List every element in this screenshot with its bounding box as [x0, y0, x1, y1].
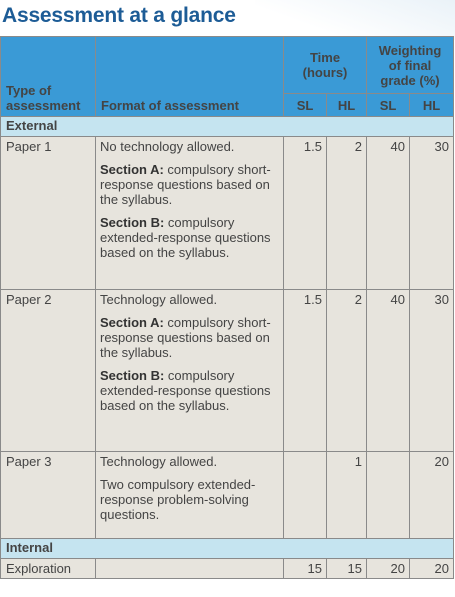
format-extra: Two compulsory extended-response problem-solving questions. — [100, 477, 256, 522]
header-type-line-2: assessment — [6, 98, 81, 113]
weight-sl-value — [367, 452, 410, 539]
format-section-a — [100, 162, 280, 207]
assessment-type: Paper 2 — [1, 290, 96, 452]
page-title: Assessment at a glance — [2, 4, 236, 27]
assessment-type: Paper 3 — [1, 452, 96, 539]
format-intro: Technology allowed. — [100, 292, 218, 307]
table-row — [1, 137, 454, 290]
header-weight-hl: HL — [410, 94, 454, 117]
section-b-text: compulsory extended-response questions based on the syllabus. — [100, 215, 271, 260]
assessment-format — [96, 452, 284, 539]
table-row — [1, 559, 454, 579]
section-a-label: Section A: — [100, 162, 164, 177]
table-row — [1, 290, 454, 452]
header-type-line-1: Type of — [6, 83, 52, 98]
section-row-internal — [1, 539, 454, 559]
format-section-b — [100, 368, 280, 413]
assessment-table — [0, 36, 454, 579]
time-sl-value — [284, 452, 327, 539]
time-hl-value: 2 — [327, 137, 367, 290]
header-weighting-line-3: grade (%) — [380, 72, 440, 88]
time-hl-value: 2 — [327, 290, 367, 452]
header-weighting-line-2: of final — [388, 57, 432, 73]
header-time-sl: SL — [284, 94, 327, 117]
assessment-format — [96, 559, 284, 579]
header-time-hl: HL — [327, 94, 367, 117]
weight-hl-value: 20 — [410, 559, 454, 579]
assessment-format — [96, 290, 284, 452]
time-sl-value: 1.5 — [284, 137, 327, 290]
header-weighting — [367, 37, 454, 94]
section-b-label: Section B: — [100, 368, 165, 383]
format-section-a — [100, 315, 280, 360]
header-weight-sl: SL — [367, 94, 410, 117]
assessment-format — [96, 137, 284, 290]
format-intro: No technology allowed. — [100, 139, 235, 154]
section-label-external: External — [1, 117, 454, 137]
section-a-text: compulsory short-response questions based on the syllabus. — [100, 315, 271, 360]
assessment-type: Paper 1 — [1, 137, 96, 290]
weight-hl-value: 20 — [410, 452, 454, 539]
header-time-hours — [284, 37, 367, 94]
time-hl-value: 1 — [327, 452, 367, 539]
time-sl-value: 1.5 — [284, 290, 327, 452]
header-type-of-assessment — [1, 37, 96, 117]
header-time-line-1: Time — [309, 50, 341, 65]
weight-sl-value: 20 — [367, 559, 410, 579]
section-a-text: compulsory short-response questions based on the syllabus. — [100, 162, 271, 207]
header-row — [1, 37, 454, 94]
weight-sl-value: 40 — [367, 290, 410, 452]
header-time-line-2: (hours) — [302, 65, 348, 80]
section-b-text: compulsory extended-response questions based on the syllabus. — [100, 368, 271, 413]
weight-sl-value: 40 — [367, 137, 410, 290]
header-format-of-assessment: Format of assessment — [96, 37, 284, 117]
table-row — [1, 452, 454, 539]
header-weighting-line-1: Weighting — [378, 42, 442, 58]
time-sl-value: 15 — [284, 559, 327, 579]
format-intro: Technology allowed. — [100, 454, 218, 469]
section-label-internal: Internal — [1, 539, 454, 559]
weight-hl-value: 30 — [410, 137, 454, 290]
assessment-type: Exploration — [1, 559, 96, 579]
section-a-label: Section A: — [100, 315, 164, 330]
time-hl-value: 15 — [327, 559, 367, 579]
section-b-label: Section B: — [100, 215, 165, 230]
header-background — [255, 0, 455, 40]
format-section-b — [100, 215, 280, 260]
section-row-external — [1, 117, 454, 137]
weight-hl-value: 30 — [410, 290, 454, 452]
